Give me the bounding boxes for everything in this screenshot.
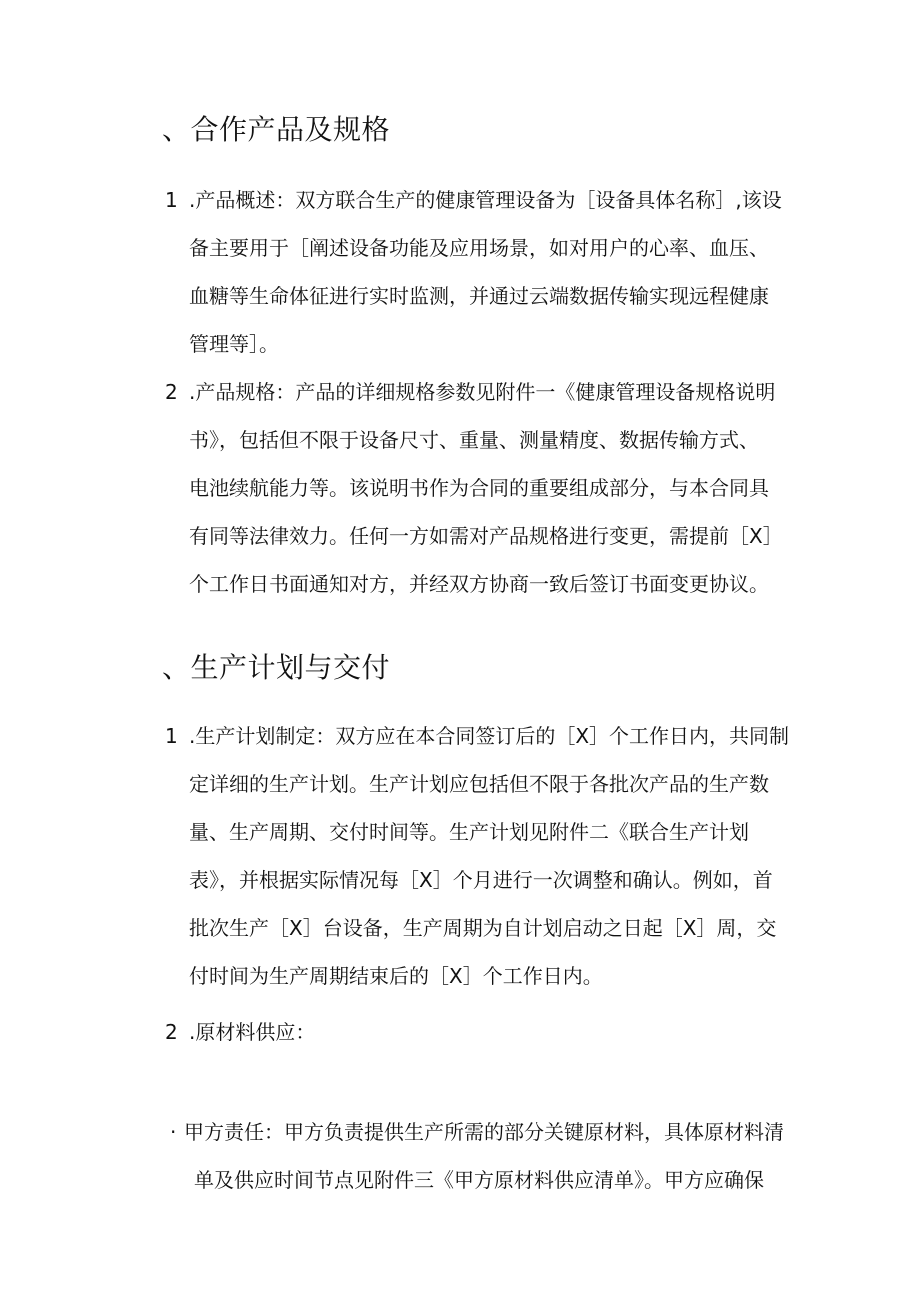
clause-number: 2 xyxy=(165,380,178,404)
clause-production-plan xyxy=(165,712,795,1000)
text-line: 备主要用于［阐述设备功能及应用场景，如对用户的心率、血压、 xyxy=(189,236,769,260)
section-heading-products-specs: 、合作产品及规格 xyxy=(162,113,391,146)
clause-number: 2 xyxy=(165,1020,178,1044)
text-line: 量、生产周期、交付时间等。生产计划见附件二《联合生产计划 xyxy=(189,820,749,844)
text-line: .产品规格：产品的详细规格参数见附件一《健康管理设备规格说明 xyxy=(189,380,776,404)
text-line: 定详细的生产计划。生产计划应包括但不限于各批次产品的生产数 xyxy=(189,772,769,796)
clause-text xyxy=(189,712,795,1000)
clause-text xyxy=(189,368,795,608)
text-line: 电池续航能力等。该说明书作为合同的重要组成部分，与本合同具 xyxy=(189,476,769,500)
clause-product-overview xyxy=(165,176,795,368)
clause-raw-material-supply xyxy=(165,1008,795,1056)
text-line: 甲方责任：甲方负责提供生产所需的部分关键原材料，具体原材料清 xyxy=(184,1120,784,1144)
text-line: .生产计划制定：双方应在本合同签订后的［X］个工作日内，共同制 xyxy=(189,724,790,748)
clause-number: 1 xyxy=(165,188,178,212)
clause-text xyxy=(189,1008,795,1056)
clause-number: 1 xyxy=(165,724,178,748)
bullet-marker: · xyxy=(170,1120,177,1144)
text-line: 个工作日书面通知对方，并经双方协商一致后签订书面变更协议。 xyxy=(189,572,769,596)
text-line: .产品概述：双方联合生产的健康管理设备为［设备具体名称］,该设 xyxy=(189,188,782,212)
text-line: 书》，包括但不限于设备尺寸、重量、测量精度、数据传输方式、 xyxy=(189,428,759,452)
text-line: 管理等］。 xyxy=(189,332,279,356)
text-line: 血糖等生命体征进行实时监测，并通过云端数据传输实现远程健康 xyxy=(189,284,769,308)
text-line: .原材料供应： xyxy=(189,1020,316,1044)
text-line: 表》，并根据实际情况每［X］个月进行一次调整和确认。例如，首 xyxy=(189,868,773,892)
text-line: 单及供应时间节点见附件三《甲方原材料供应清单》。甲方应确保 xyxy=(194,1168,764,1192)
clause-product-specs xyxy=(165,368,795,608)
text-line: 付时间为生产周期结束后的［X］个工作日内。 xyxy=(189,964,603,988)
clause-text xyxy=(189,176,795,368)
section-heading-production-delivery: 、生产计划与交付 xyxy=(162,651,391,684)
text-line: 批次生产［X］台设备，生产周期为自计划启动之日起［X］周，交 xyxy=(189,916,777,940)
bullet-party-a-responsibility xyxy=(170,1108,800,1204)
text-line: 有同等法律效力。任何一方如需对产品规格进行变更，需提前［X］ xyxy=(189,524,783,548)
